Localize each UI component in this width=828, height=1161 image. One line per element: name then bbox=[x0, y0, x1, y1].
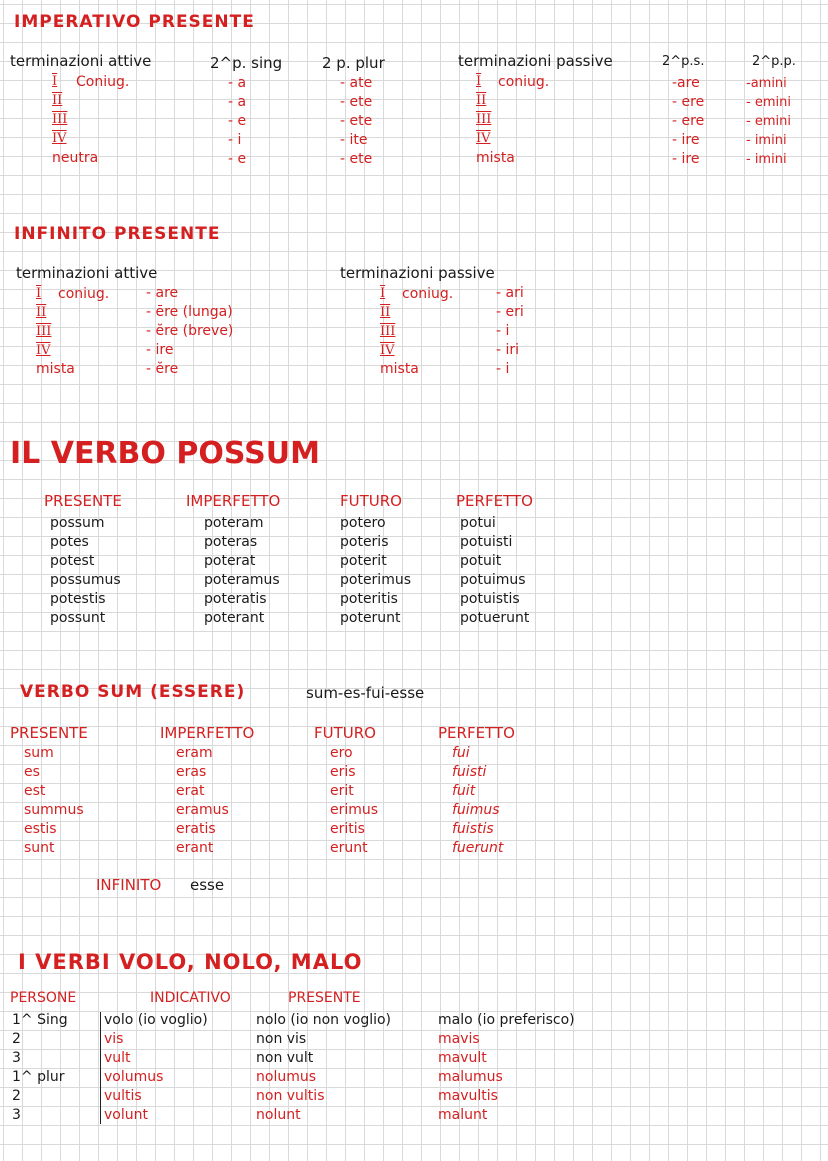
possum-perfetto-list bbox=[460, 514, 529, 628]
verb-form: potuistis bbox=[460, 591, 520, 607]
verb-form: erit bbox=[330, 783, 354, 799]
verb-form: eram bbox=[176, 745, 213, 761]
person-label: 2 bbox=[12, 1088, 21, 1104]
verb-form: mavis bbox=[438, 1031, 480, 1047]
roman-numeral: I bbox=[476, 74, 482, 89]
person-label: 3 bbox=[12, 1107, 21, 1123]
verb-form: erunt bbox=[330, 840, 368, 856]
infinito-active-last: mista bbox=[36, 361, 75, 377]
verb-form: fuit bbox=[452, 783, 476, 799]
verb-form: nolumus bbox=[256, 1069, 317, 1085]
roman-numeral: II bbox=[476, 93, 487, 108]
verb-form: nolunt bbox=[256, 1107, 301, 1123]
imperativo-passive-last: mista bbox=[476, 150, 515, 166]
possum-header-presente: PRESENTE bbox=[44, 492, 122, 510]
verb-form: es bbox=[24, 764, 40, 780]
verb-form: sunt bbox=[24, 840, 55, 856]
verb-form: malo (io preferisco) bbox=[438, 1012, 575, 1028]
possum-header-futuro: FUTURO bbox=[340, 492, 402, 510]
ending: - ete bbox=[340, 94, 373, 110]
imperativo-sing-list bbox=[228, 74, 246, 169]
possum-header-perfetto: PERFETTO bbox=[456, 492, 533, 510]
ending: - emini bbox=[746, 95, 791, 110]
roman-numeral: II bbox=[52, 93, 63, 108]
roman-numeral: III bbox=[52, 112, 68, 127]
imperativo-ps-header: 2^p.s. bbox=[662, 54, 705, 69]
sum-title: VERBO SUM (ESSERE) bbox=[20, 682, 246, 702]
verb-form: volumus bbox=[104, 1069, 164, 1085]
imperativo-active-last: neutra bbox=[52, 150, 99, 166]
ending: - ĕre (breve) bbox=[146, 323, 234, 339]
volo-nolo-list bbox=[256, 1011, 391, 1125]
sum-header-perfetto: PERFETTO bbox=[438, 724, 515, 742]
sum-perfetto-list bbox=[452, 744, 503, 858]
verb-form: potui bbox=[460, 515, 496, 531]
ending: - ĕre bbox=[146, 361, 179, 377]
verb-form: potes bbox=[50, 534, 89, 550]
roman-numeral: I bbox=[52, 74, 58, 89]
verb-form: erant bbox=[176, 840, 214, 856]
infinito-passive-last: mista bbox=[380, 361, 419, 377]
possum-futuro-list bbox=[340, 514, 411, 628]
infinito-title: INFINITO PRESENTE bbox=[14, 224, 221, 244]
ending: - i bbox=[228, 132, 242, 148]
roman-numeral: IV bbox=[52, 131, 67, 146]
sum-header-imperfetto: IMPERFETTO bbox=[160, 724, 255, 742]
person-label: 2 bbox=[12, 1031, 21, 1047]
verb-form: ero bbox=[330, 745, 353, 761]
roman-numeral: I bbox=[36, 286, 42, 301]
roman-numeral: IV bbox=[36, 343, 51, 358]
infinito-passive-list bbox=[496, 284, 524, 379]
verb-form: sum bbox=[24, 745, 54, 761]
roman-numeral: IV bbox=[476, 131, 491, 146]
verb-form: potest bbox=[50, 553, 95, 569]
verb-form: potuerunt bbox=[460, 610, 530, 626]
roman-numeral: II bbox=[36, 305, 47, 320]
imperativo-pp-header: 2^p.p. bbox=[752, 54, 796, 69]
verb-form: fuisti bbox=[452, 764, 487, 780]
verb-form: potuit bbox=[460, 553, 502, 569]
infinito-active-list bbox=[146, 284, 233, 379]
infinito-passive-roman bbox=[380, 284, 395, 360]
verb-form: poterant bbox=[204, 610, 265, 626]
imperativo-passive-roman bbox=[476, 72, 491, 148]
ending: - ate bbox=[340, 75, 373, 91]
volo-presente-header: PRESENTE bbox=[288, 990, 361, 1006]
sum-infinito-value: esse bbox=[190, 876, 225, 894]
verb-form: erat bbox=[176, 783, 205, 799]
ending: - are bbox=[146, 285, 179, 301]
verb-form: poteram bbox=[204, 515, 264, 531]
verb-form: mavultis bbox=[438, 1088, 498, 1104]
verb-form: fuimus bbox=[452, 802, 500, 818]
roman-numeral: II bbox=[380, 305, 391, 320]
volo-title: I VERBI VOLO, NOLO, MALO bbox=[18, 950, 363, 974]
verb-form: fui bbox=[452, 745, 470, 761]
verb-form: volunt bbox=[104, 1107, 148, 1123]
ending: - eri bbox=[496, 304, 524, 320]
imperativo-plur-list bbox=[340, 74, 372, 169]
verb-form: poterimus bbox=[340, 572, 412, 588]
roman-numeral: III bbox=[380, 324, 396, 339]
verb-form: vis bbox=[104, 1031, 124, 1047]
person-label: 1^ plur bbox=[12, 1069, 65, 1085]
verb-form: non vultis bbox=[256, 1088, 325, 1104]
verb-form: eramus bbox=[176, 802, 229, 818]
ending: - ere bbox=[672, 94, 705, 110]
sum-imperfetto-list bbox=[176, 744, 229, 858]
imperativo-ps-list bbox=[672, 74, 704, 169]
verb-form: fuerunt bbox=[452, 840, 504, 856]
volo-malo-list bbox=[438, 1011, 575, 1125]
infinito-active-roman bbox=[36, 284, 51, 360]
volo-volo-list bbox=[104, 1011, 208, 1125]
imperativo-active-header: terminazioni attive bbox=[10, 52, 152, 70]
ending: - ire bbox=[146, 342, 174, 358]
possum-title: IL VERBO POSSUM bbox=[10, 436, 320, 471]
verb-form: eritis bbox=[330, 821, 365, 837]
imperativo-title: IMPERATIVO PRESENTE bbox=[14, 12, 255, 32]
verb-form: vultis bbox=[104, 1088, 142, 1104]
roman-numeral: III bbox=[36, 324, 52, 339]
volo-persone-list bbox=[12, 1011, 68, 1125]
verb-form: eratis bbox=[176, 821, 216, 837]
verb-form: poteramus bbox=[204, 572, 280, 588]
verb-form: possunt bbox=[50, 610, 106, 626]
verb-form: fuistis bbox=[452, 821, 494, 837]
ending: - i bbox=[496, 323, 510, 339]
imperativo-active-conj-label: Coniug. bbox=[76, 74, 130, 90]
verb-form: mavult bbox=[438, 1050, 487, 1066]
infinito-active-header: terminazioni attive bbox=[16, 264, 158, 282]
possum-header-imperfetto: IMPERFETTO bbox=[186, 492, 281, 510]
verb-form: potestis bbox=[50, 591, 106, 607]
verb-form: potero bbox=[340, 515, 386, 531]
person-label: 1^ Sing bbox=[12, 1012, 68, 1028]
verb-form: poteratis bbox=[204, 591, 267, 607]
verb-form: estis bbox=[24, 821, 57, 837]
sum-header-futuro: FUTURO bbox=[314, 724, 376, 742]
column-divider bbox=[100, 1012, 101, 1124]
verb-form: non vult bbox=[256, 1050, 314, 1066]
verb-form: nolo (io non voglio) bbox=[256, 1012, 392, 1028]
ending: - emini bbox=[746, 114, 791, 129]
ending: - imini bbox=[746, 133, 787, 148]
ending: - imini bbox=[746, 152, 787, 167]
verb-form: volo (io voglio) bbox=[104, 1012, 208, 1028]
verb-form: possumus bbox=[50, 572, 121, 588]
ending: - ete bbox=[340, 151, 373, 167]
ending: - a bbox=[228, 75, 247, 91]
ending: - ēre (lunga) bbox=[146, 304, 233, 320]
roman-numeral: I bbox=[380, 286, 386, 301]
verb-form: non vis bbox=[256, 1031, 307, 1047]
ending: - i bbox=[496, 361, 510, 377]
possum-imperfetto-list bbox=[204, 514, 280, 628]
infinito-passive-conj-label: coniug. bbox=[402, 286, 454, 302]
verb-form: eris bbox=[330, 764, 356, 780]
ending: - ari bbox=[496, 285, 524, 301]
ending: - e bbox=[228, 151, 247, 167]
roman-numeral: III bbox=[476, 112, 492, 127]
ending: - ite bbox=[340, 132, 368, 148]
imperativo-active-roman bbox=[52, 72, 67, 148]
volo-indicativo-header: INDICATIVO bbox=[150, 990, 231, 1006]
verb-form: poterunt bbox=[340, 610, 401, 626]
sum-principal-parts: sum-es-fui-esse bbox=[306, 684, 425, 702]
sum-presente-list bbox=[24, 744, 84, 858]
verb-form: eras bbox=[176, 764, 207, 780]
volo-persone-header: PERSONE bbox=[10, 990, 77, 1006]
verb-form: vult bbox=[104, 1050, 131, 1066]
person-label: 3 bbox=[12, 1050, 21, 1066]
possum-presente-list bbox=[50, 514, 121, 628]
imperativo-passive-header: terminazioni passive bbox=[458, 52, 613, 70]
ending: -amini bbox=[746, 76, 787, 91]
verb-form: summus bbox=[24, 802, 84, 818]
imperativo-pp-list bbox=[746, 74, 791, 169]
ending: - ere bbox=[672, 113, 705, 129]
verb-form: potuisti bbox=[460, 534, 513, 550]
verb-form: potuimus bbox=[460, 572, 526, 588]
verb-form: possum bbox=[50, 515, 105, 531]
infinito-active-conj-label: coniug. bbox=[58, 286, 110, 302]
ending: - a bbox=[228, 94, 247, 110]
verb-form: erimus bbox=[330, 802, 379, 818]
verb-form: poteras bbox=[204, 534, 258, 550]
imperativo-passive-conj-label: coniug. bbox=[498, 74, 550, 90]
ending: - ete bbox=[340, 113, 373, 129]
verb-form: est bbox=[24, 783, 46, 799]
verb-form: poteritis bbox=[340, 591, 398, 607]
imperativo-plur-header: 2 p. plur bbox=[322, 54, 385, 72]
verb-form: poterit bbox=[340, 553, 387, 569]
verb-form: malumus bbox=[438, 1069, 503, 1085]
ending: - iri bbox=[496, 342, 520, 358]
verb-form: malunt bbox=[438, 1107, 488, 1123]
sum-infinito-label: INFINITO bbox=[96, 876, 162, 894]
verb-form: poteris bbox=[340, 534, 389, 550]
sum-header-presente: PRESENTE bbox=[10, 724, 88, 742]
ending: - e bbox=[228, 113, 247, 129]
sum-futuro-list bbox=[330, 744, 378, 858]
infinito-passive-header: terminazioni passive bbox=[340, 264, 495, 282]
verb-form: poterat bbox=[204, 553, 256, 569]
ending: - ire bbox=[672, 132, 700, 148]
ending: - ire bbox=[672, 151, 700, 167]
ending: -are bbox=[672, 75, 700, 91]
imperativo-sing-header: 2^p. sing bbox=[210, 54, 283, 72]
roman-numeral: IV bbox=[380, 343, 395, 358]
